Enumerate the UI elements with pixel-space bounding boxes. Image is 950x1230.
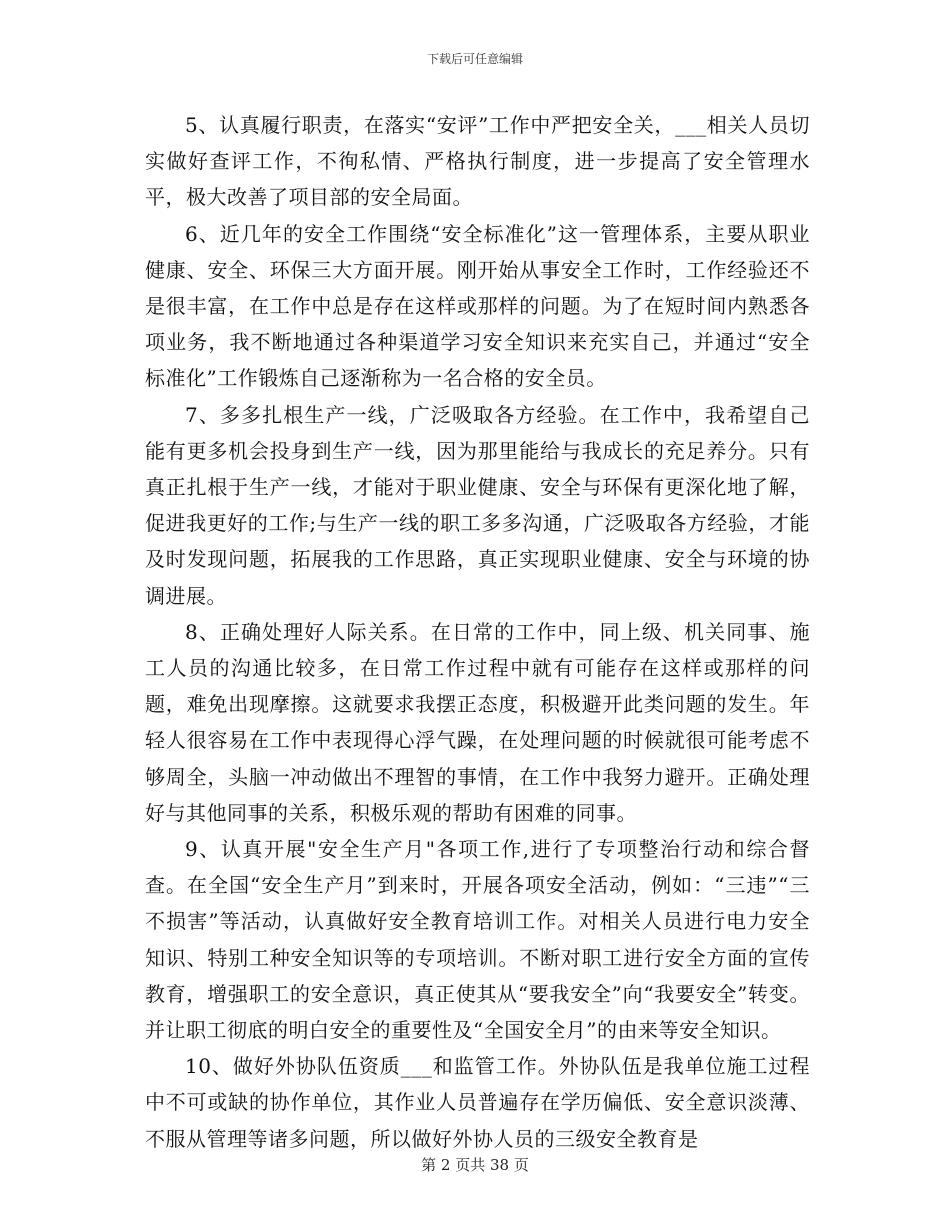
paragraph-item-9: 9、认真开展"安全生产月"各项工作,进行了专项整治行动和综合督查。在全国“安全生产月”到来时，开展各项安全活动，例如：“三违”“三不损害”等活动，认真做好安全教育培训工作。对相关人员进行电力安全知识、特别工种安全知识等的专项培训。不断对职工进行安全方面的宣传教育，增强职工的安全意识，真正使其从“要我安全”向“我要安全”转变。并让职工彻底的明白安全的重要性及“全国安全月”的由来等安全知识。 bbox=[145, 837, 810, 1043]
paragraph-item-5: 5、认真履行职责，在落实“安评”工作中严把安全关，___相关人员切实做好查评工作，不徇私情、严格执行制度，进一步提高了安全管理水平，极大改善了项目部的安全局面。 bbox=[145, 113, 810, 210]
paragraph-item-8: 8、正确处理好人际关系。在日常的工作中，同上级、机关同事、施工人员的沟通比较多，在日常工作过程中就有可能存在这样或那样的问题，难免出现摩擦。这就要求我摆正态度，积极避开此类问题的发生。年轻人很容易在工作中表现得心浮气躁，在处理问题的时候就很可能考虑不够周全，头脑一冲动做出不理智的事情，在工作中我努力避开。正确处理好与其他同事的关系，积极乐观的帮助有困难的同事。 bbox=[145, 619, 810, 825]
document-body bbox=[145, 107, 810, 1157]
paragraph-item-10: 10、做好外协队伍资质___和监管工作。外协队伍是我单位施工过程中不可或缺的协作单位，其作业人员普遍存在学历偏低、安全意识淡薄、不服从管理等诸多问题，所以做好外协人员的三级安全教育是 bbox=[145, 1054, 810, 1151]
page-number-footer: 第 2 页共 38 页 bbox=[421, 1156, 529, 1174]
paragraph-item-7: 7、多多扎根生产一线，广泛吸取各方经验。在工作中，我希望自己能有更多机会投身到生产一线，因为那里能给与我成长的充足养分。只有真正扎根于生产一线，才能对于职业健康、安全与环保有更深化地了解，促进我更好的工作;与生产一线的职工多多沟通，广泛吸取各方经验，才能及时发现问题，拓展我的工作思路，真正实现职业健康、安全与环境的协调进展。 bbox=[145, 402, 810, 608]
page-header: 下载后可任意编辑 bbox=[426, 52, 523, 66]
paragraph-item-6: 6、近几年的安全工作围绕“安全标准化”这一管理体系，主要从职业健康、安全、环保三大方面开展。刚开始从事安全工作时，工作经验还不是很丰富，在工作中总是存在这样或那样的问题。为了在短时间内熟悉各项业务，我不断地通过各种渠道学习安全知识来充实自己，并通过“安全标准化”工作锻炼自己逐渐称为一名合格的安全员。 bbox=[145, 221, 810, 391]
